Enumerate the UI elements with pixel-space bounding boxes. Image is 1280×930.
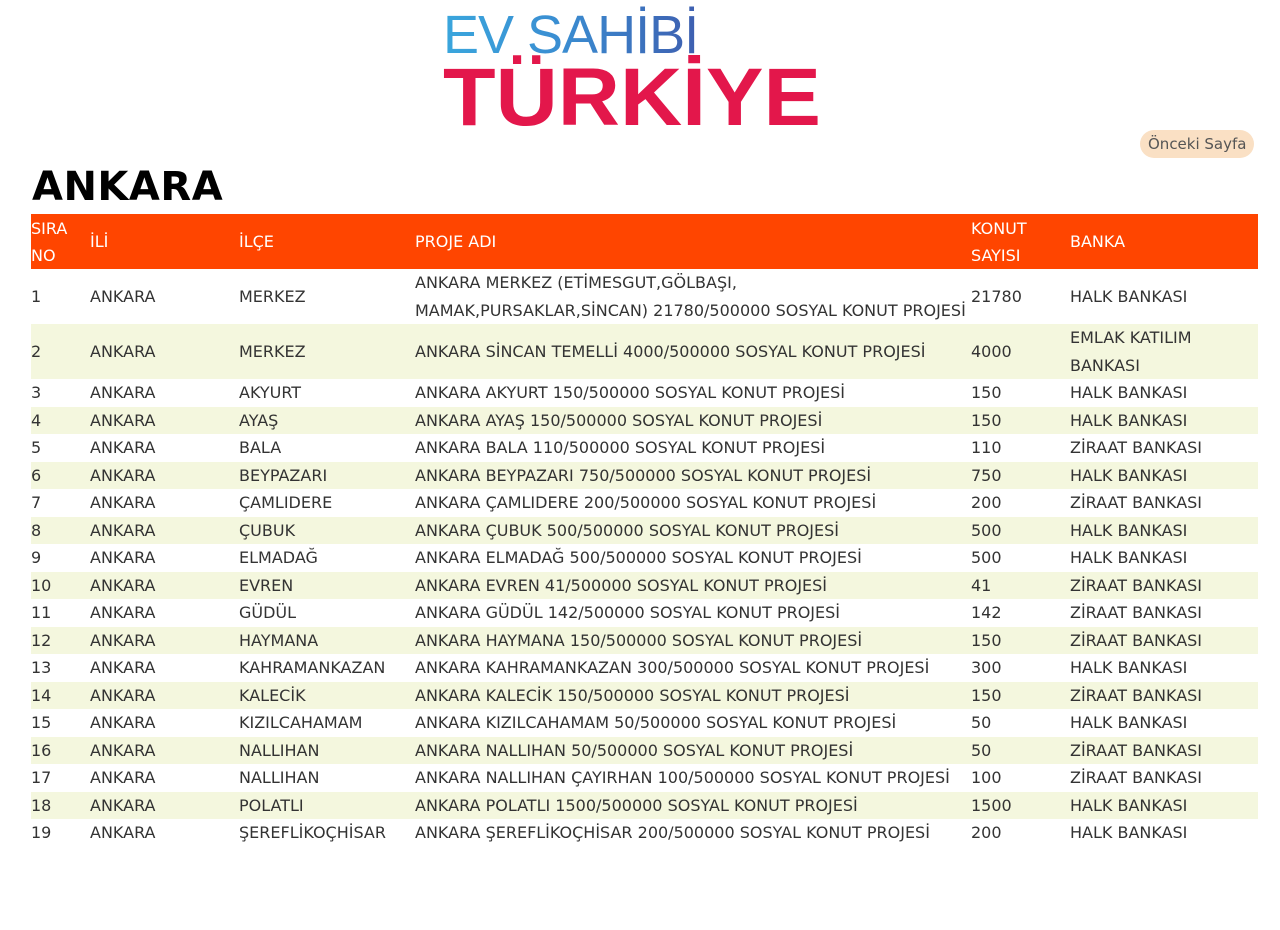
cell-ilce: HAYMANA	[239, 627, 415, 655]
table-row	[31, 709, 1258, 737]
cell-ilce: EVREN	[239, 572, 415, 600]
cell-proje-adi: ANKARA AKYURT 150/500000 SOSYAL KONUT PROJESİ	[415, 383, 846, 402]
cell-konut-sayisi: 4000	[971, 324, 1070, 379]
table-row	[31, 792, 1258, 820]
cell-proje-adi: ANKARA SİNCAN TEMELLİ 4000/500000 SOSYAL KONUT PROJESİ	[415, 324, 971, 379]
cell-banka: ZİRAAT BANKASI	[1070, 768, 1203, 787]
cell-konut-sayisi: 21780	[971, 286, 1022, 306]
cell-il: ANKARA	[90, 462, 239, 490]
cell-konut-sayisi: 110	[971, 438, 1002, 457]
cell-ilce: NALLIHAN	[239, 768, 320, 787]
cell-proje-adi: ANKARA GÜDÜL 142/500000 SOSYAL KONUT PROJESİ	[415, 603, 840, 622]
cell-konut-sayisi: 1500	[971, 792, 1070, 820]
cell-ilce: AKYURT	[239, 383, 302, 402]
cell-banka: HALK BANKASI	[1070, 517, 1258, 545]
cell-banka: HALK BANKASI	[1070, 823, 1188, 842]
cell-ilce: AYAŞ	[239, 407, 415, 435]
cell-konut-sayisi: 500	[971, 548, 1002, 567]
cell-banka: ZİRAAT BANKASI	[1070, 438, 1203, 457]
cell-ilce: POLATLI	[239, 792, 415, 820]
table-row	[31, 737, 1258, 765]
cell-sira-no: 14	[31, 682, 90, 710]
cell-banka: EMLAK KATILIM BANKASI	[1070, 324, 1258, 379]
header-konut-sayisi: KONUT SAYISI	[971, 214, 1070, 269]
cell-banka: ZİRAAT BANKASI	[1070, 493, 1203, 512]
header-proje-adi: PROJE ADI	[415, 214, 971, 269]
cell-ilce: BALA	[239, 438, 282, 457]
cell-sira-no: 17	[31, 768, 52, 787]
table-row	[31, 434, 1258, 462]
header-ilce: İLÇE	[239, 214, 415, 269]
table-header-row	[31, 214, 1258, 269]
table-row	[31, 407, 1258, 435]
cell-il: ANKARA	[90, 603, 156, 622]
cell-ilce: ÇAMLIDERE	[239, 493, 333, 512]
cell-konut-sayisi: 150	[971, 627, 1070, 655]
cell-il: ANKARA	[90, 517, 239, 545]
cell-sira-no: 1	[31, 286, 42, 306]
cell-banka: HALK BANKASI	[1070, 658, 1188, 677]
cell-sira-no: 16	[31, 737, 90, 765]
cell-ilce: KALECİK	[239, 682, 415, 710]
cell-sira-no: 8	[31, 517, 90, 545]
cell-proje-adi: ANKARA POLATLI 1500/500000 SOSYAL KONUT PROJESİ	[415, 792, 971, 820]
table-row	[31, 489, 1258, 517]
housing-projects-table	[31, 214, 1258, 847]
cell-proje-adi: ANKARA KALECİK 150/500000 SOSYAL KONUT PROJESİ	[415, 682, 971, 710]
cell-ilce: GÜDÜL	[239, 603, 297, 622]
cell-sira-no: 2	[31, 324, 90, 379]
cell-il: ANKARA	[90, 823, 156, 842]
cell-il: ANKARA	[90, 286, 156, 306]
cell-banka: ZİRAAT BANKASI	[1070, 737, 1258, 765]
logo-line1: EV SAHİBİ	[443, 5, 699, 65]
cell-konut-sayisi: 50	[971, 713, 992, 732]
cell-sira-no: 18	[31, 792, 90, 820]
cell-ilce: KAHRAMANKAZAN	[239, 658, 386, 677]
cell-proje-adi: ANKARA ÇAMLIDERE 200/500000 SOSYAL KONUT PROJESİ	[415, 493, 877, 512]
cell-proje-adi: ANKARA AYAŞ 150/500000 SOSYAL KONUT PROJESİ	[415, 407, 971, 435]
previous-page-button[interactable]: Önceki Sayfa	[1140, 130, 1254, 158]
table-row	[31, 682, 1258, 710]
cell-sira-no: 12	[31, 627, 90, 655]
cell-konut-sayisi: 200	[971, 823, 1002, 842]
cell-banka: HALK BANKASI	[1070, 462, 1258, 490]
cell-il: ANKARA	[90, 324, 239, 379]
header-sira-no: SIRA NO	[31, 214, 90, 269]
cell-proje-adi: ANKARA MERKEZ (ETİMESGUT,GÖLBAŞI, MAMAK,PURSAKLAR,SİNCAN) 21780/500000 SOSYAL KONUT PROJESİ	[415, 273, 966, 320]
table-row	[31, 599, 1258, 627]
cell-konut-sayisi: 300	[971, 658, 1002, 677]
cell-il: ANKARA	[90, 792, 239, 820]
cell-ilce: MERKEZ	[239, 324, 415, 379]
cell-banka: ZİRAAT BANKASI	[1070, 603, 1203, 622]
cell-il: ANKARA	[90, 438, 156, 457]
page-title: ANKARA	[32, 164, 224, 210]
table-row	[31, 572, 1258, 600]
cell-ilce: ÇUBUK	[239, 517, 415, 545]
cell-konut-sayisi: 150	[971, 383, 1002, 402]
cell-il: ANKARA	[90, 768, 156, 787]
table-row	[31, 517, 1258, 545]
cell-proje-adi: ANKARA NALLIHAN ÇAYIRHAN 100/500000 SOSYAL KONUT PROJESİ	[415, 768, 950, 787]
cell-banka: HALK BANKASI	[1070, 383, 1188, 402]
cell-banka: ZİRAAT BANKASI	[1070, 627, 1258, 655]
cell-proje-adi: ANKARA ŞEREFLİKOÇHİSAR 200/500000 SOSYAL KONUT PROJESİ	[415, 823, 930, 842]
cell-il: ANKARA	[90, 627, 239, 655]
cell-konut-sayisi: 142	[971, 603, 1002, 622]
cell-sira-no: 6	[31, 462, 90, 490]
cell-konut-sayisi: 500	[971, 517, 1070, 545]
cell-sira-no: 15	[31, 713, 52, 732]
table-row	[31, 819, 1258, 847]
cell-ilce: BEYPAZARI	[239, 462, 415, 490]
cell-sira-no: 10	[31, 572, 90, 600]
ev-sahibi-turkiye-logo	[443, 5, 853, 143]
cell-sira-no: 4	[31, 407, 90, 435]
cell-banka: HALK BANKASI	[1070, 713, 1188, 732]
cell-konut-sayisi: 150	[971, 682, 1070, 710]
table-row	[31, 544, 1258, 572]
cell-banka: HALK BANKASI	[1070, 548, 1188, 567]
table-row	[31, 379, 1258, 407]
table-row	[31, 764, 1258, 792]
cell-ilce: ŞEREFLİKOÇHİSAR	[239, 823, 386, 842]
cell-proje-adi: ANKARA HAYMANA 150/500000 SOSYAL KONUT PROJESİ	[415, 627, 971, 655]
table-row	[31, 269, 1258, 324]
header-ili: İLİ	[90, 214, 239, 269]
cell-sira-no: 9	[31, 548, 42, 567]
cell-il: ANKARA	[90, 682, 239, 710]
cell-il: ANKARA	[90, 407, 239, 435]
cell-banka: HALK BANKASI	[1070, 792, 1258, 820]
cell-proje-adi: ANKARA EVREN 41/500000 SOSYAL KONUT PROJESİ	[415, 572, 971, 600]
cell-sira-no: 3	[31, 383, 42, 402]
cell-banka: HALK BANKASI	[1070, 407, 1258, 435]
cell-ilce: NALLIHAN	[239, 737, 415, 765]
table-row	[31, 627, 1258, 655]
cell-konut-sayisi: 50	[971, 737, 1070, 765]
cell-sira-no: 5	[31, 438, 42, 457]
cell-il: ANKARA	[90, 737, 239, 765]
table-row	[31, 462, 1258, 490]
cell-proje-adi: ANKARA ÇUBUK 500/500000 SOSYAL KONUT PROJESİ	[415, 517, 971, 545]
cell-sira-no: 19	[31, 823, 52, 842]
cell-konut-sayisi: 200	[971, 493, 1002, 512]
cell-konut-sayisi: 100	[971, 768, 1002, 787]
cell-proje-adi: ANKARA KAHRAMANKAZAN 300/500000 SOSYAL KONUT PROJESİ	[415, 658, 930, 677]
cell-konut-sayisi: 41	[971, 572, 1070, 600]
cell-proje-adi: ANKARA ELMADAĞ 500/500000 SOSYAL KONUT PROJESİ	[415, 548, 862, 567]
cell-ilce: MERKEZ	[239, 286, 306, 306]
cell-sira-no: 11	[31, 603, 52, 622]
cell-il: ANKARA	[90, 713, 156, 732]
logo-line2: TÜRKİYE	[443, 52, 821, 143]
cell-proje-adi: ANKARA NALLIHAN 50/500000 SOSYAL KONUT PROJESİ	[415, 737, 971, 765]
cell-il: ANKARA	[90, 383, 156, 402]
cell-banka: HALK BANKASI	[1070, 286, 1188, 306]
cell-banka: ZİRAAT BANKASI	[1070, 572, 1258, 600]
cell-banka: ZİRAAT BANKASI	[1070, 682, 1258, 710]
cell-proje-adi: ANKARA BALA 110/500000 SOSYAL KONUT PROJESİ	[415, 438, 826, 457]
cell-sira-no: 7	[31, 493, 42, 512]
cell-konut-sayisi: 750	[971, 462, 1070, 490]
cell-il: ANKARA	[90, 548, 156, 567]
cell-il: ANKARA	[90, 658, 156, 677]
table-row	[31, 654, 1258, 682]
cell-proje-adi: ANKARA BEYPAZARI 750/500000 SOSYAL KONUT PROJESİ	[415, 462, 971, 490]
cell-il: ANKARA	[90, 493, 156, 512]
cell-il: ANKARA	[90, 572, 239, 600]
table-row	[31, 324, 1258, 379]
cell-proje-adi: ANKARA KIZILCAHAMAM 50/500000 SOSYAL KONUT PROJESİ	[415, 713, 897, 732]
cell-ilce: ELMADAĞ	[239, 548, 318, 567]
cell-ilce: KIZILCAHAMAM	[239, 713, 363, 732]
cell-sira-no: 13	[31, 658, 52, 677]
cell-konut-sayisi: 150	[971, 407, 1070, 435]
header-banka: BANKA	[1070, 214, 1258, 269]
